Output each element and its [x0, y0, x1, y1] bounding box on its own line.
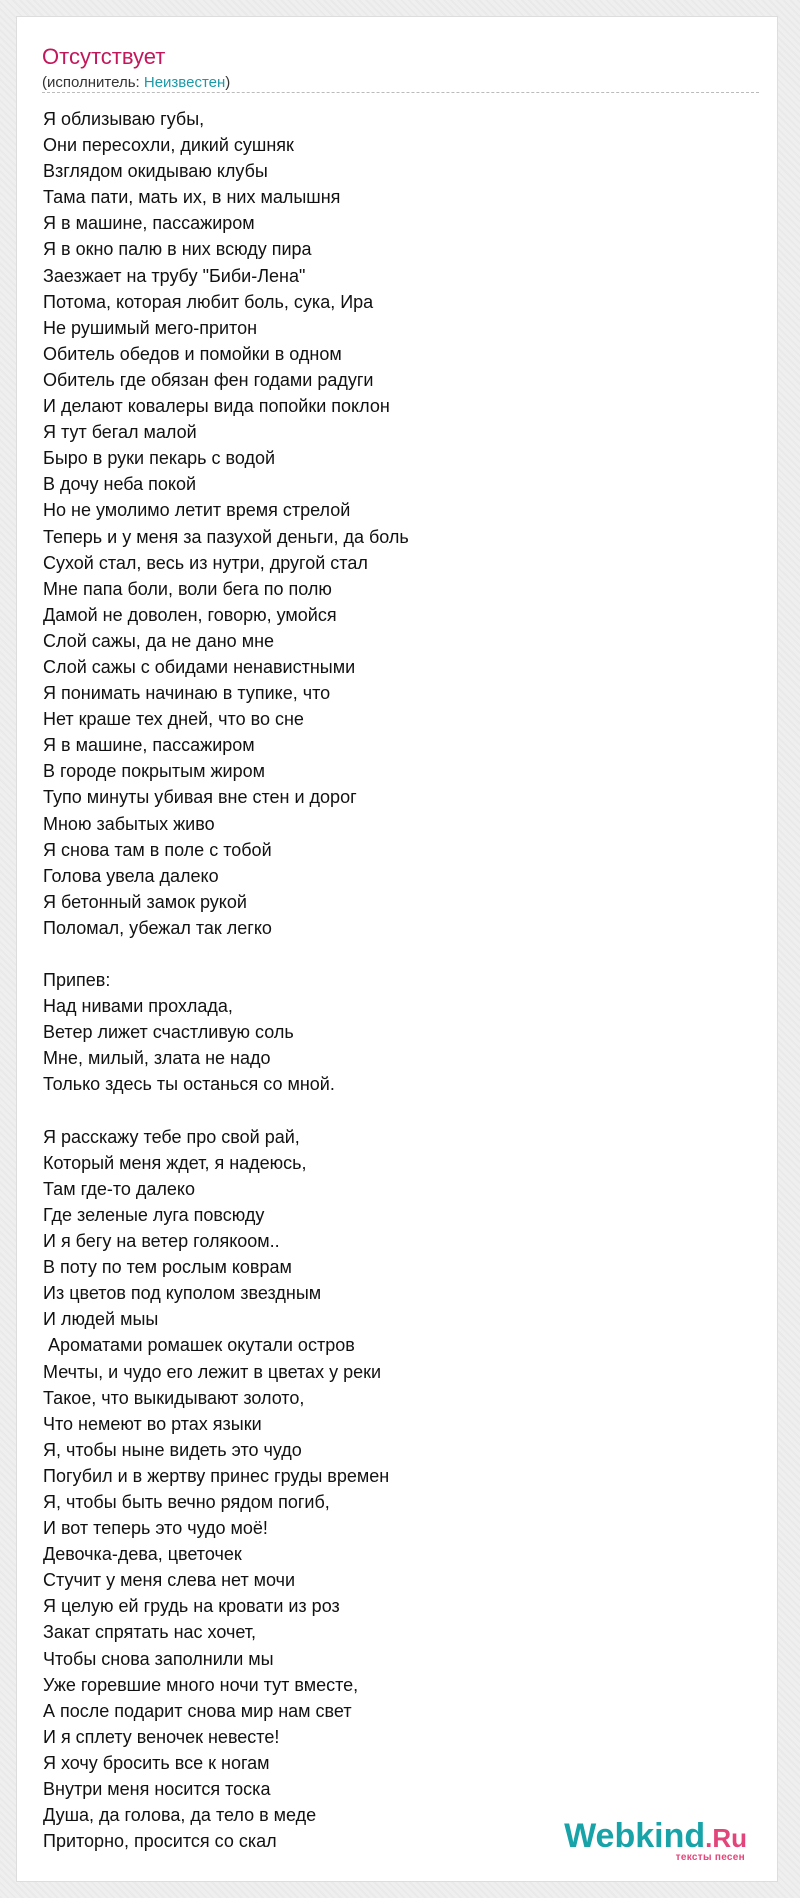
lyrics-line: В дочу неба покой	[43, 474, 197, 495]
lyrics-line: Потома, которая любит боль, сука, Ира	[43, 291, 374, 312]
lyrics-line: Тупо минуты убивая вне стен и дорог	[43, 787, 357, 808]
lyrics-line: Я в окно палю в них всюду пира	[43, 239, 312, 260]
lyrics-line: Душа, да голова, да тело в меде	[43, 1805, 317, 1826]
lyrics-line: В поту по тем рослым коврам	[43, 1257, 292, 1278]
title-divider	[42, 92, 759, 93]
lyrics-line: Дамой не доволен, говорю, умойся	[43, 604, 337, 625]
lyrics-line: Я, чтобы ныне видеть это чудо	[43, 1439, 302, 1460]
lyrics-text	[43, 106, 409, 1854]
lyrics-line: Теперь и у меня за пазухой деньги, да боль	[43, 526, 409, 547]
lyrics-line: В городе покрытым жиром	[43, 761, 265, 782]
lyrics-line: Взглядом окидываю клубы	[43, 161, 268, 182]
lyrics-line: Что немеют во ртах языки	[43, 1413, 262, 1434]
lyrics-line: Не рушимый мего-притон	[43, 317, 258, 338]
lyrics-line: Ароматами ромашек окутали остров	[43, 1335, 355, 1356]
logo-ru: .Ru	[705, 1823, 747, 1853]
lyrics-line: Мною забытых живо	[43, 813, 215, 834]
lyrics-line: Припев:	[43, 970, 111, 991]
lyrics-line: И вот теперь это чудо моё!	[43, 1518, 268, 1539]
lyrics-line: Мне, милый, злата не надо	[43, 1048, 271, 1069]
lyrics-line: Я в машине, пассажиром	[43, 735, 255, 756]
lyrics-blank-line	[43, 1098, 409, 1124]
lyrics-line: Сухой стал, весь из нутри, другой стал	[43, 552, 368, 573]
lyrics-line: Такое, что выкидывают золото,	[43, 1387, 305, 1408]
lyrics-line: Закат спрятать нас хочет,	[43, 1622, 257, 1643]
lyrics-line: Погубил и в жертву принес груды времен	[43, 1465, 390, 1486]
lyrics-line: Внутри меня носится тоска	[43, 1779, 271, 1799]
lyrics-line: Я снова там в поле с тобой	[43, 839, 272, 860]
lyrics-line: Но не умолимо летит время стрелой	[43, 500, 351, 521]
lyrics-line: Слой сажы, да не дано мне	[43, 630, 275, 651]
artist-suffix: )	[225, 74, 231, 91]
lyrics-line: Я расскажу тебе про свой рай,	[43, 1126, 300, 1147]
lyrics-line: Слой сажы с обидами ненавистными	[43, 656, 356, 677]
lyrics-line: Приторно, просится со скал	[43, 1831, 277, 1852]
content-card	[16, 16, 778, 1882]
lyrics-line: Они пересохли, дикий сушняк	[43, 135, 294, 156]
lyrics-line: Я бетонный замок рукой	[43, 891, 247, 912]
logo-tagline: тексты песен	[675, 1852, 745, 1863]
lyrics-line: И людей мыы	[43, 1309, 159, 1330]
lyrics-line: И я бегу на ветер голякоом..	[43, 1231, 280, 1252]
lyrics-line: Обитель где обязан фен годами радуги	[43, 369, 374, 390]
lyrics-line: Только здесь ты останься со мной.	[43, 1074, 335, 1095]
lyrics-line: Поломал, убежал так легко	[43, 917, 272, 938]
lyrics-line: Уже горевшие много ночи тут вместе,	[43, 1674, 359, 1695]
lyrics-line: Обитель обедов и помойки в одном	[43, 343, 342, 364]
lyrics-line: Ветер лижет счастливую соль	[43, 1022, 294, 1043]
lyrics-line: Я целую ей грудь на кровати из роз	[43, 1596, 340, 1617]
lyrics-line: Я понимать начинаю в тупике, что	[43, 683, 331, 704]
lyrics-line: Я, чтобы быть вечно рядом погиб,	[43, 1491, 330, 1512]
artist-link[interactable]: Неизвестен	[143, 74, 226, 91]
webkind-logo[interactable]	[564, 1819, 747, 1863]
lyrics-line: И делают ковалеры вида попойки поклон	[43, 396, 390, 417]
lyrics-line: Заезжает на трубу "Биби-Лена"	[43, 265, 306, 286]
lyrics-line: Тама пати, мать их, в них малышня	[43, 187, 341, 208]
lyrics-line: Чтобы снова заполнили мы	[43, 1648, 274, 1669]
lyrics-line: И я сплету веночек невесте!	[43, 1726, 280, 1747]
lyrics-line: Я хочу бросить все к ногам	[43, 1752, 270, 1773]
lyrics-line: Девочка-дева, цветочек	[43, 1544, 242, 1565]
lyrics-line: А после подарит снова мир нам свет	[43, 1700, 352, 1721]
artist-line	[42, 74, 230, 91]
lyrics-line: Нет краше тех дней, что во сне	[43, 709, 304, 730]
lyrics-line: Стучит у меня слева нет мочи	[43, 1570, 296, 1591]
lyrics-line: Я тут бегал малой	[43, 422, 197, 443]
song-title: Отсутствует	[42, 44, 166, 69]
lyrics-line: Я облизываю губы,	[43, 109, 205, 129]
artist-prefix: (исполнитель:	[42, 74, 144, 91]
lyrics-blank-line	[43, 941, 409, 967]
lyrics-line: Который меня ждет, я надеюсь,	[43, 1152, 307, 1173]
lyrics-line: Над нивами прохлада,	[43, 996, 233, 1017]
lyrics-line: Мечты, и чудо его лежит в цветах у реки	[43, 1361, 382, 1382]
lyrics-line: Мне папа боли, воли бега по полю	[43, 578, 332, 599]
lyrics-line: Из цветов под куполом звездным	[43, 1283, 322, 1304]
logo-wordmark	[564, 1819, 747, 1855]
lyrics-line: Я в машине, пассажиром	[43, 213, 255, 234]
logo-web: Webkind	[564, 1817, 706, 1855]
lyrics-line: Быро в руки пекарь с водой	[43, 448, 276, 469]
lyrics-line: Там где-то далеко	[43, 1178, 196, 1199]
lyrics-line: Голова увела далеко	[43, 865, 219, 886]
lyrics-line: Где зеленые луга повсюду	[43, 1204, 265, 1225]
